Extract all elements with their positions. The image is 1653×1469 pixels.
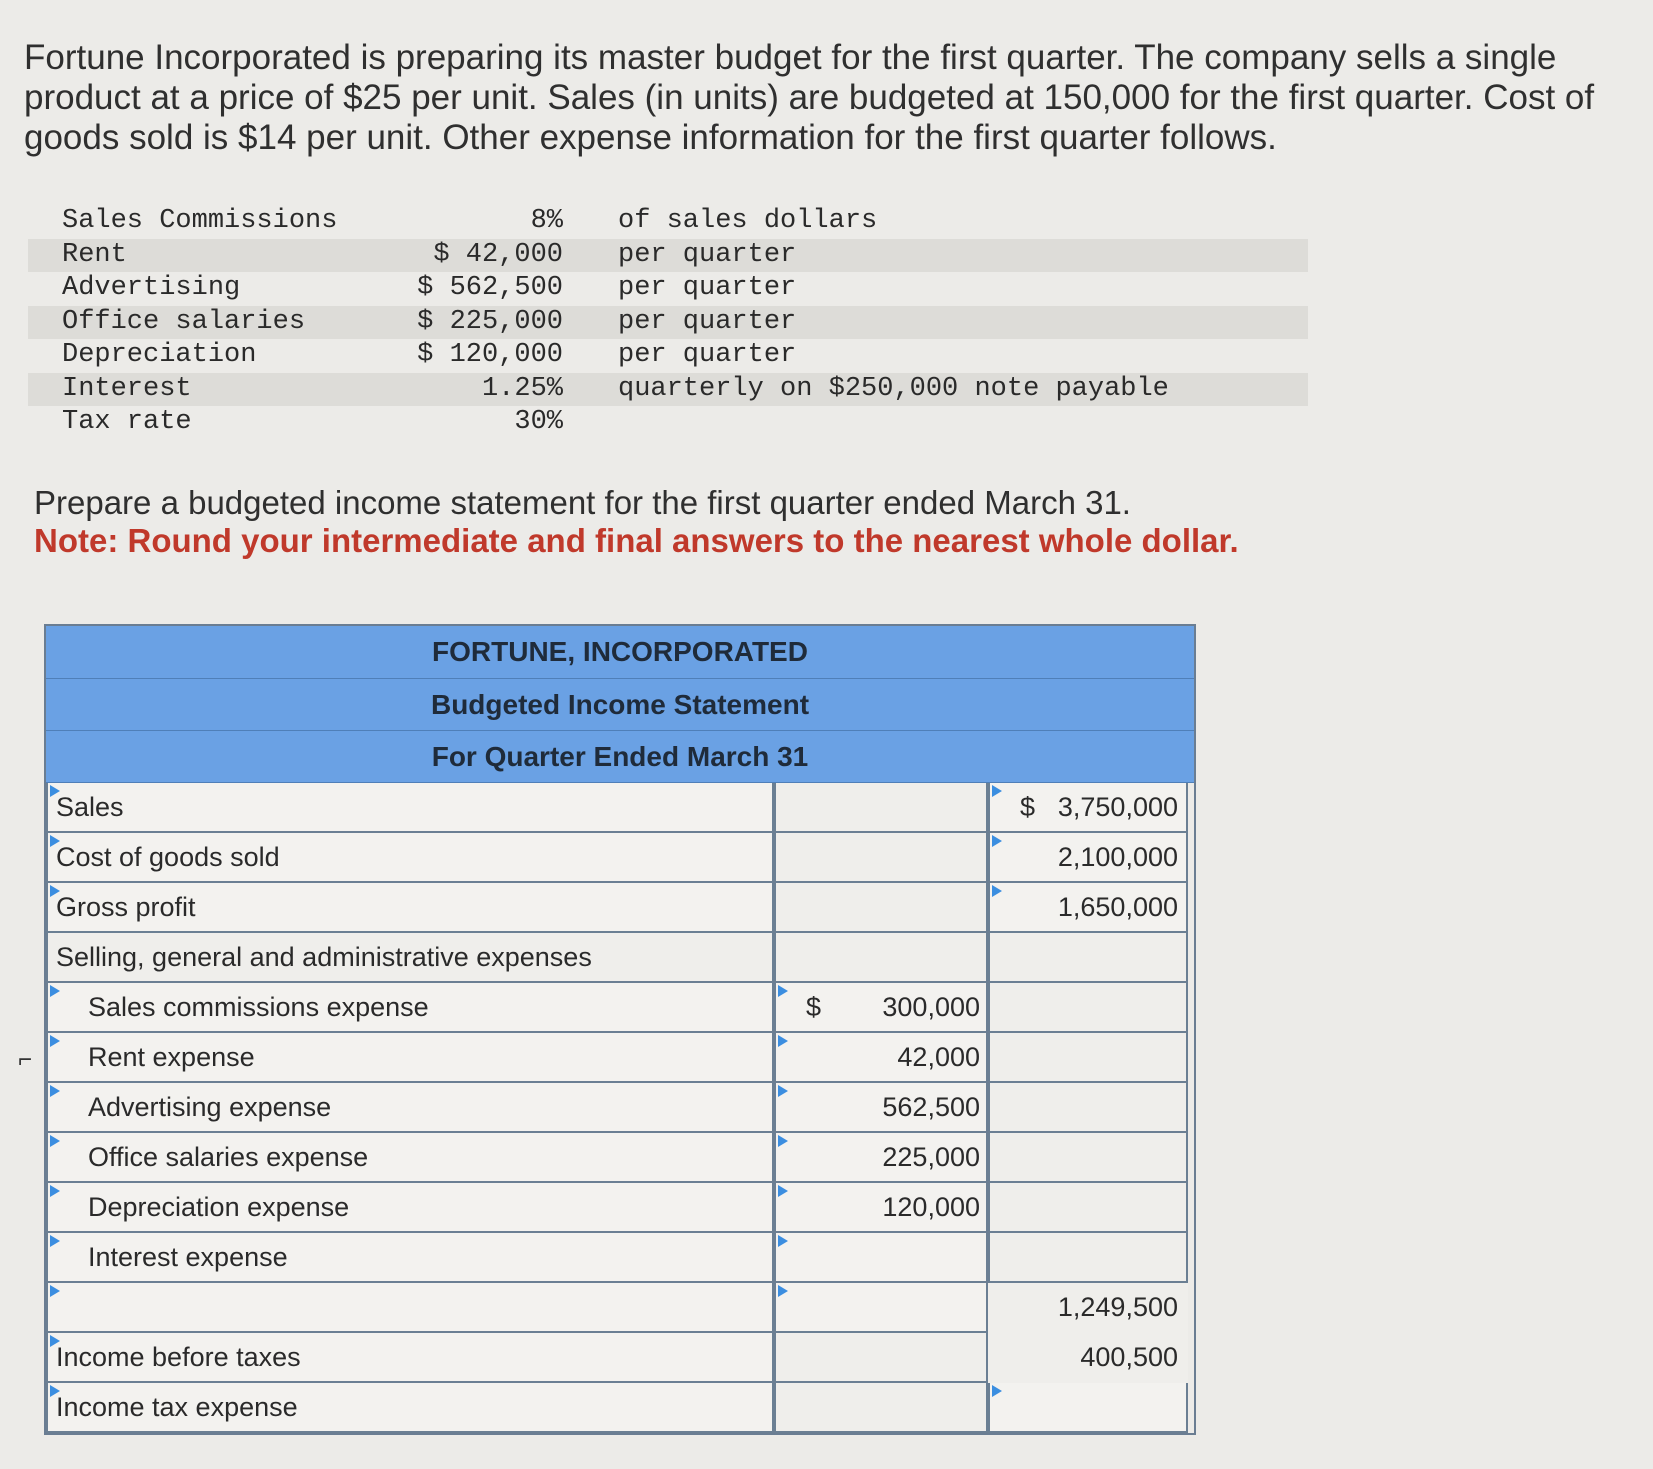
depreciation-label: Depreciation expense [88,1191,350,1222]
sga-heading-cell [46,933,774,983]
row-office-salaries [46,1133,1194,1183]
row-total-sga [46,1283,1194,1333]
expense-label: Advertising [62,273,241,303]
sga-heading: Selling, general and administrative expenses [56,941,592,972]
advertising-right-cell [988,1083,1188,1133]
expense-amount: 1.25% [481,373,563,404]
advertising-label: Advertising expense [88,1091,332,1122]
tax-mid-cell [774,1383,988,1433]
expense-desc: of sales dollars [618,206,878,236]
advertising-label-dropdown[interactable] [46,1083,774,1133]
problem-text: Fortune Incorporated is preparing its master budget for the first quarter. The company sells a single product at a price of $25 per unit. Sales (in units) are budgeted at 150,000 for the first quarter. Cost of goods sold is $14 per unit. Other expense information for the first quarter follows. [24,38,1595,157]
statement-company: FORTUNE, INCORPORATED [46,626,1194,679]
sales-mid-cell [774,783,988,833]
gross-profit-label-dropdown[interactable] [46,883,774,933]
gross-profit-label: Gross profit [56,891,196,922]
income-tax-amount-input[interactable] [988,1383,1188,1433]
expense-label: Sales Commissions [62,206,338,236]
total-mid-input[interactable] [774,1283,988,1333]
sales-label: Sales [56,791,124,822]
expense-label: Rent [62,239,127,270]
depreciation-right-cell [988,1183,1188,1233]
sales-amount-input[interactable] [988,783,1188,833]
expense-row [28,406,1308,440]
advertising-amount-input[interactable] [774,1083,988,1133]
expense-label: Interest [62,373,192,404]
expense-row [28,205,1308,239]
salaries-label-dropdown[interactable] [46,1133,774,1183]
expense-row [28,239,1308,273]
total-sga-amount: 1,249,500 [1057,1291,1178,1322]
commissions-label-dropdown[interactable] [46,983,774,1033]
cogs-amount-input[interactable] [988,833,1188,883]
cogs-label-dropdown[interactable] [46,833,774,883]
expense-amount: 30% [514,407,563,437]
expense-row [28,306,1308,340]
row-gross-profit [46,883,1194,933]
income-tax-label: Income tax expense [56,1391,298,1422]
row-advertising [46,1083,1194,1133]
expense-amount: $ 225,000 [417,306,563,337]
expense-label: Tax rate [62,407,192,437]
gross-mid-cell [774,883,988,933]
salaries-amount-input[interactable] [774,1133,988,1183]
expense-desc: per quarter [618,273,797,303]
expense-desc: per quarter [618,239,797,270]
commissions-label: Sales commissions expense [88,991,429,1022]
expense-desc: per quarter [618,306,797,337]
instructions-text: Prepare a budgeted income statement for the first quarter ended March 31. [34,484,1131,521]
commissions-right-cell [988,983,1188,1033]
gross-profit-amount: 1,650,000 [1057,891,1178,922]
cogs-mid-cell [774,833,988,883]
income-statement [44,624,1196,1435]
salaries-right-cell [988,1133,1188,1183]
rent-amount: 42,000 [897,1041,980,1072]
total-label-dropdown[interactable] [46,1283,774,1333]
expense-desc: per quarter [618,340,797,370]
expense-label: Office salaries [62,306,306,337]
expense-row [28,272,1308,306]
expense-amount: 8% [530,206,563,236]
depreciation-amount-input[interactable] [774,1183,988,1233]
row-rent [46,1033,1194,1083]
salaries-label: Office salaries expense [88,1141,369,1172]
salaries-amount: 225,000 [882,1141,980,1172]
income-before-taxes-amount: 400,500 [1080,1341,1178,1372]
row-income-tax [46,1383,1194,1433]
dollar-sign: $ [806,991,822,1022]
rent-right-cell [988,1033,1188,1083]
income-before-taxes-label-dropdown[interactable] [46,1333,774,1383]
sales-amount: 3,750,000 [1057,791,1178,822]
row-income-before-taxes [46,1333,1194,1383]
interest-amount-input[interactable] [774,1233,988,1283]
interest-label-dropdown[interactable] [46,1233,774,1283]
depreciation-amount: 120,000 [882,1191,980,1222]
commissions-amount-input[interactable] [774,983,988,1033]
row-commissions [46,983,1194,1033]
dollar-sign: $ [1020,791,1036,822]
interest-right-cell [988,1233,1188,1283]
margin-mark: ⌐ [18,1046,33,1073]
row-depreciation [46,1183,1194,1233]
gross-profit-amount-input[interactable] [988,883,1188,933]
expense-info-table [28,205,1308,440]
income-before-taxes-amount-cell[interactable] [988,1333,1188,1383]
row-interest [46,1233,1194,1283]
rent-label-dropdown[interactable] [46,1033,774,1083]
statement-period: For Quarter Ended March 31 [46,731,1194,783]
expense-row [28,373,1308,407]
income-before-taxes-label: Income before taxes [56,1341,301,1372]
expense-amount: $ 42,000 [433,239,563,270]
commissions-amount: 300,000 [882,991,980,1022]
rent-label: Rent expense [88,1041,255,1072]
advertising-amount: 562,500 [882,1091,980,1122]
expense-amount: $ 562,500 [417,273,563,303]
statement-title: Budgeted Income Statement [46,679,1194,731]
row-sales [46,783,1194,833]
sga-right-cell [988,933,1188,983]
instructions [34,484,1614,560]
depreciation-label-dropdown[interactable] [46,1183,774,1233]
before-tax-mid-cell [774,1333,988,1383]
cogs-label: Cost of goods sold [56,841,280,872]
income-tax-label-dropdown[interactable] [46,1383,774,1433]
interest-label: Interest expense [88,1241,288,1272]
row-cogs [46,833,1194,883]
expense-row [28,339,1308,373]
sga-mid-cell [774,933,988,983]
rent-amount-input[interactable] [774,1033,988,1083]
total-sga-amount-cell[interactable] [988,1283,1188,1333]
sales-label-dropdown[interactable] [46,783,774,833]
expense-amount: $ 120,000 [417,340,563,370]
expense-label: Depreciation [62,340,257,370]
cogs-amount: 2,100,000 [1057,841,1178,872]
expense-desc: quarterly on $250,000 note payable [618,373,1169,404]
rounding-note: Note: Round your intermediate and final answers to the nearest whole dollar. [34,522,1239,559]
row-sga-heading [46,933,1194,983]
